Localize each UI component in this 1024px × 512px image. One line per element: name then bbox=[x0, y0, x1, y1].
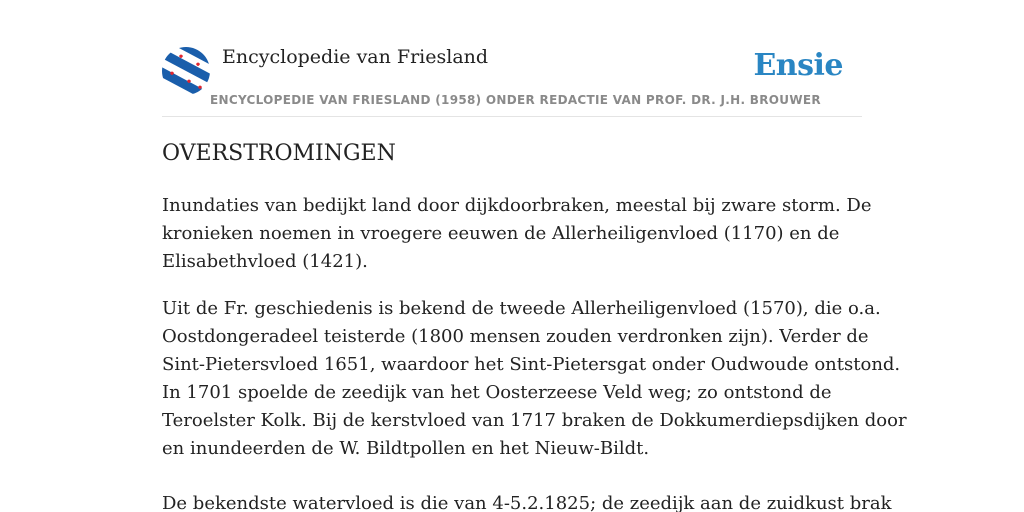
text-line: kronieken noemen in vroegere eeuwen de Allerheiligenvloed (1170) en de bbox=[162, 223, 840, 244]
text-line: In 1701 spoelde de zeedijk van het Oosterzeese Veld weg; zo ontstond de bbox=[162, 382, 832, 403]
ensie-brand-logo[interactable]: Ensie bbox=[753, 48, 843, 83]
site-title[interactable]: Encyclopedie van Friesland bbox=[222, 46, 489, 68]
article-paragraph-3 bbox=[162, 490, 892, 512]
text-line: Oostdongeradeel teisterde (1800 mensen zouden verdronken zijn). Verder de bbox=[162, 326, 869, 347]
site-subtitle: ENCYCLOPEDIE VAN FRIESLAND (1958) ONDER REDACTIE VAN PROF. DR. J.H. BROUWER bbox=[210, 93, 821, 107]
article-paragraph-1 bbox=[162, 192, 872, 276]
article-paragraph-2 bbox=[162, 295, 907, 463]
site-header bbox=[162, 44, 862, 117]
text-line: en inundeerden de W. Bildtpollen en het Nieuw-Bildt. bbox=[162, 438, 650, 459]
text-line: Teroelster Kolk. Bij de kerstvloed van 1717 braken de Dokkumerdiepsdijken door bbox=[162, 410, 907, 431]
text-line: Sint-Pietersvloed 1651, waardoor het Sint-Pietersgat onder Oudwoude ontstond. bbox=[162, 354, 901, 375]
text-line: Uit de Fr. geschiedenis is bekend de tweede Allerheiligenvloed (1570), die o.a. bbox=[162, 298, 881, 319]
page-title: OVERSTROMINGEN bbox=[162, 141, 396, 166]
text-line: Inundaties van bedijkt land door dijkdoorbraken, meestal bij zware storm. De bbox=[162, 195, 872, 216]
text-line: Elisabethvloed (1421). bbox=[162, 251, 368, 272]
text-line: De bekendste watervloed is die van 4-5.2.1825; de zeedijk aan de zuidkust brak bbox=[162, 493, 892, 512]
frisian-flag-icon[interactable] bbox=[162, 47, 210, 95]
